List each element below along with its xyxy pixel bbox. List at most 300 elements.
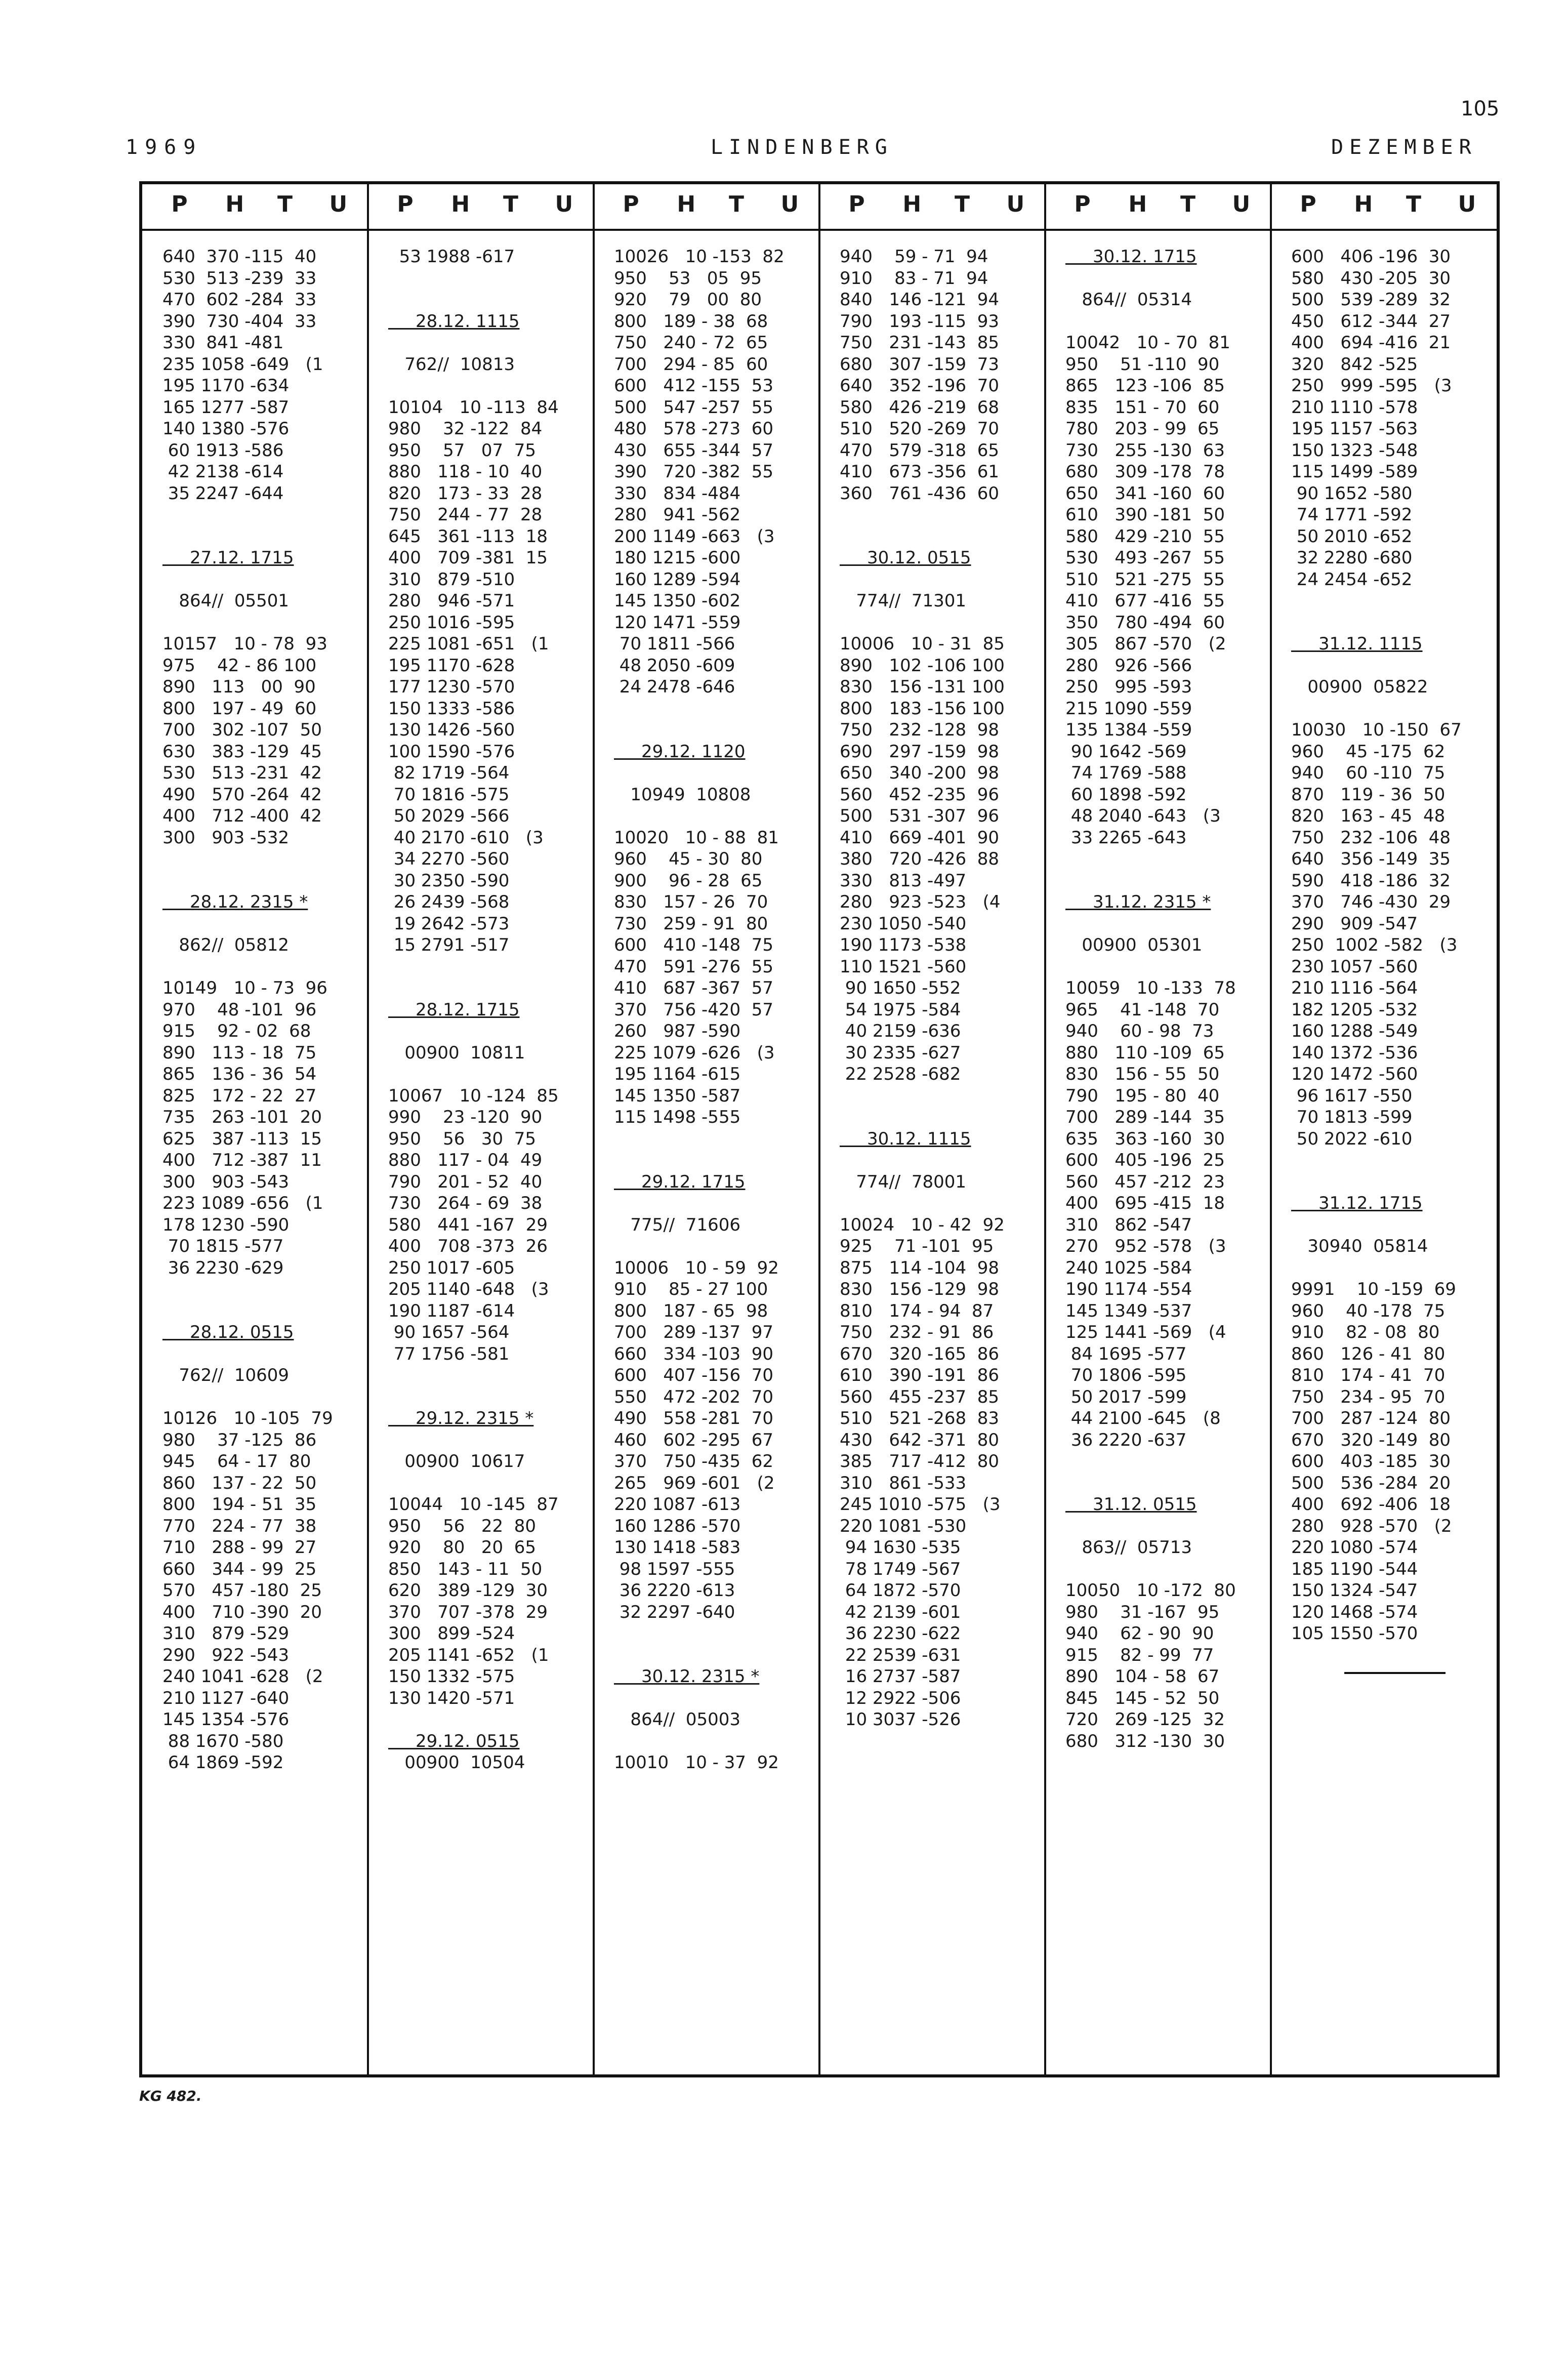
table-row: 50 2029 -566 xyxy=(388,806,510,826)
table-row xyxy=(614,1623,785,1645)
column-header-h: H xyxy=(225,191,244,217)
table-row: 400 710 -390 20 xyxy=(162,1602,322,1622)
table-row: 560 452 -235 96 xyxy=(840,784,1000,805)
table-row xyxy=(162,1386,333,1408)
table-row: 960 45 - 30 80 xyxy=(614,849,763,869)
table-row: 600 403 -185 30 xyxy=(1291,1451,1451,1472)
table-row: 980 37 -125 86 xyxy=(162,1430,317,1450)
table-row: 330 813 -497 xyxy=(840,870,967,891)
table-row: 450 612 -344 27 xyxy=(1291,311,1451,332)
ascent-date: 28.12. 1115 xyxy=(388,311,520,332)
table-row: 240 1025 -584 xyxy=(1065,1257,1192,1278)
table-row: 48 2040 -643 (3 xyxy=(1065,806,1221,826)
column-header-t: T xyxy=(503,191,518,217)
ascent-date: 31.12. 1715 xyxy=(1291,1193,1423,1213)
table-row: 10030 10 -150 67 xyxy=(1291,720,1462,740)
table-row: 94 1630 -535 xyxy=(840,1537,961,1558)
table-row: 145 1350 -587 xyxy=(614,1085,741,1106)
table-row: 220 1087 -613 xyxy=(614,1494,741,1515)
table-row: 12 2922 -506 xyxy=(840,1688,961,1708)
table-row: 32 2280 -680 xyxy=(1291,548,1413,568)
table-row: 510 520 -269 70 xyxy=(840,419,1000,439)
table-row: 730 264 - 69 38 xyxy=(388,1193,543,1213)
table-row xyxy=(840,612,1005,634)
table-row: 220 1080 -574 xyxy=(1291,1537,1418,1558)
table-row: 915 92 - 02 68 xyxy=(162,1021,311,1041)
table-row xyxy=(162,848,333,870)
table-row: 145 1350 -602 xyxy=(614,591,741,611)
table-row: 910 83 - 71 94 xyxy=(840,268,988,289)
table-row: 975 42 - 86 100 xyxy=(162,655,317,676)
table-row: 530 513 -231 42 xyxy=(162,763,322,783)
table-row: 74 1769 -588 xyxy=(1065,763,1187,783)
table-row: 980 31 -167 95 xyxy=(1065,1602,1220,1622)
table-row: 480 578 -273 60 xyxy=(614,419,774,439)
table-row: 330 834 -484 xyxy=(614,483,741,504)
ascent-code: 00900 05822 xyxy=(1291,677,1428,697)
table-row: 42 2139 -601 xyxy=(840,1602,961,1622)
table-row xyxy=(614,1236,785,1257)
table-row: 305 867 -570 (2 xyxy=(1065,634,1226,654)
table-row: 700 289 -144 35 xyxy=(1065,1107,1225,1127)
table-row: 36 2220 -613 xyxy=(614,1580,735,1601)
table-row: 490 570 -264 42 xyxy=(162,784,322,805)
column-header-t: T xyxy=(954,191,970,217)
table-row: 220 1081 -530 xyxy=(840,1516,967,1536)
table-row: 130 1426 -560 xyxy=(388,720,515,740)
table-row: 130 1420 -571 xyxy=(388,1688,515,1708)
table-row xyxy=(1291,1257,1462,1279)
table-row: 96 1617 -550 xyxy=(1291,1085,1413,1106)
ascent-date: 31.12. 1115 xyxy=(1291,634,1423,654)
ascent-code: 863// 05713 xyxy=(1065,1537,1192,1558)
table-row: 205 1140 -648 (3 xyxy=(388,1279,549,1299)
table-row: 800 194 - 51 35 xyxy=(162,1494,317,1515)
table-row: 620 389 -129 30 xyxy=(388,1580,548,1601)
table-row: 950 53 05 95 xyxy=(614,268,762,289)
table-row xyxy=(388,268,559,290)
table-row: 865 123 -106 85 xyxy=(1065,376,1225,396)
year-label: 1969 xyxy=(126,136,203,159)
table-row: 40 2159 -636 xyxy=(840,1021,961,1041)
table-row: 120 1471 -559 xyxy=(614,612,741,633)
table-row: 625 387 -113 15 xyxy=(162,1128,322,1149)
table-row: 64 1872 -570 xyxy=(840,1580,961,1601)
table-row: 53 1988 -617 xyxy=(388,247,515,267)
table-row: 700 302 -107 50 xyxy=(162,720,322,740)
table-row: 470 591 -276 55 xyxy=(614,956,774,977)
data-lines xyxy=(388,246,559,1774)
table-row xyxy=(388,289,559,311)
table-row: 165 1277 -587 xyxy=(162,397,290,418)
table-row xyxy=(162,526,333,548)
table-row: 290 909 -547 xyxy=(1291,913,1418,934)
table-row: 195 1170 -634 xyxy=(162,376,290,396)
table-row: 750 234 - 95 70 xyxy=(1291,1386,1446,1407)
ascent-date: 29.12. 2315 * xyxy=(388,1408,534,1429)
table-row xyxy=(388,1709,559,1731)
table-row: 915 82 - 99 77 xyxy=(1065,1645,1214,1665)
table-row: 145 1349 -537 xyxy=(1065,1300,1192,1321)
table-row: 500 531 -307 96 xyxy=(840,806,1000,826)
table-row: 500 547 -257 55 xyxy=(614,397,774,418)
table-row: 890 113 00 90 xyxy=(162,677,316,697)
column-header-u: U xyxy=(1232,191,1251,217)
ascent-date: 29.12. 0515 xyxy=(388,1731,520,1751)
ascent-code: 30940 05814 xyxy=(1291,1236,1428,1256)
table-row: 700 294 - 85 60 xyxy=(614,354,768,375)
table-row: 400 695 -415 18 xyxy=(1065,1193,1225,1213)
table-row: 830 157 - 26 70 xyxy=(614,892,768,912)
table-row: 400 712 -400 42 xyxy=(162,806,322,826)
table-row: 135 1384 -559 xyxy=(1065,720,1192,740)
table-row: 74 1771 -592 xyxy=(1291,505,1413,525)
table-row: 500 539 -289 32 xyxy=(1291,290,1451,310)
ascent-code: 864// 05501 xyxy=(162,591,290,611)
table-row: 44 2100 -645 (8 xyxy=(1065,1408,1221,1429)
table-row: 875 114 -104 98 xyxy=(840,1257,1000,1278)
table-row: 160 1286 -570 xyxy=(614,1516,741,1536)
table-row: 16 2737 -587 xyxy=(840,1666,961,1687)
table-row xyxy=(162,569,333,591)
table-row: 110 1521 -560 xyxy=(840,956,967,977)
ascent-code: 00900 10504 xyxy=(388,1752,525,1773)
table-row: 390 730 -404 33 xyxy=(162,311,317,332)
column-separator xyxy=(1044,184,1046,2074)
table-row: 90 1642 -569 xyxy=(1065,741,1187,762)
table-row: 370 756 -420 57 xyxy=(614,999,774,1020)
table-row: 560 455 -237 85 xyxy=(840,1386,1000,1407)
month-label: DEZEMBER xyxy=(1331,136,1477,159)
table-row: 10026 10 -153 82 xyxy=(614,247,785,267)
table-row: 310 862 -547 xyxy=(1065,1214,1192,1235)
table-row: 10067 10 -124 85 xyxy=(388,1085,559,1106)
table-row: 570 457 -180 25 xyxy=(162,1580,322,1601)
table-row: 750 231 -143 85 xyxy=(840,333,1000,353)
table-row: 250 1002 -582 (3 xyxy=(1291,935,1458,955)
table-row: 205 1141 -652 (1 xyxy=(388,1645,549,1665)
table-row: 10059 10 -133 78 xyxy=(1065,978,1236,998)
column-header-u: U xyxy=(555,191,573,217)
table-row: 215 1090 -559 xyxy=(1065,698,1192,719)
table-row xyxy=(1291,655,1462,677)
table-row: 15 2791 -517 xyxy=(388,935,510,955)
table-row: 835 151 - 70 60 xyxy=(1065,397,1220,418)
table-row: 430 655 -344 57 xyxy=(614,440,774,461)
table-row: 680 312 -130 30 xyxy=(1065,1731,1225,1751)
table-row: 670 320 -149 80 xyxy=(1291,1430,1451,1450)
table-row xyxy=(840,1193,1005,1214)
table-row: 9991 10 -159 69 xyxy=(1291,1279,1456,1299)
table-row xyxy=(162,1300,333,1322)
table-row xyxy=(614,1645,785,1666)
table-row: 370 750 -435 62 xyxy=(614,1451,774,1472)
table-row: 10126 10 -105 79 xyxy=(162,1408,333,1429)
table-row: 10020 10 - 88 81 xyxy=(614,827,779,848)
table-row: 890 104 - 58 67 xyxy=(1065,1666,1220,1687)
table-row: 810 174 - 41 70 xyxy=(1291,1365,1446,1385)
table-row: 510 521 -275 55 xyxy=(1065,569,1225,590)
data-lines xyxy=(162,246,333,1774)
ascent-date: 30.12. 1715 xyxy=(1065,247,1197,267)
table-row: 70 1815 -577 xyxy=(162,1236,284,1256)
table-row: 400 694 -416 21 xyxy=(1291,333,1451,353)
table-row: 645 361 -113 18 xyxy=(388,526,548,547)
table-row: 580 441 -167 29 xyxy=(388,1214,548,1235)
table-row: 90 1652 -580 xyxy=(1291,483,1413,504)
table-row: 10 3037 -526 xyxy=(840,1709,961,1730)
table-row: 280 928 -570 (2 xyxy=(1291,1516,1452,1536)
table-row xyxy=(1065,870,1236,892)
table-row: 280 926 -566 xyxy=(1065,655,1192,676)
table-row: 115 1498 -555 xyxy=(614,1107,741,1127)
table-row: 940 59 - 71 94 xyxy=(840,247,988,267)
table-row: 50 2017 -599 xyxy=(1065,1386,1187,1407)
table-row: 10050 10 -172 80 xyxy=(1065,1580,1236,1601)
table-row: 900 96 - 28 65 xyxy=(614,870,763,891)
table-row: 500 536 -284 20 xyxy=(1291,1473,1451,1493)
table-row: 850 143 - 11 50 xyxy=(388,1559,543,1579)
table-row: 22 2539 -631 xyxy=(840,1645,961,1665)
table-row xyxy=(840,504,1005,526)
ascent-date: 30.12. 2315 * xyxy=(614,1666,760,1687)
column-header-p: P xyxy=(171,191,188,217)
table-row xyxy=(1065,956,1236,978)
table-row: 610 390 -191 86 xyxy=(840,1365,1000,1385)
table-row: 280 941 -562 xyxy=(614,505,741,525)
table-row: 300 899 -524 xyxy=(388,1623,515,1644)
table-row: 790 195 - 80 40 xyxy=(1065,1085,1220,1106)
table-row: 750 232 - 91 86 xyxy=(840,1322,994,1342)
table-row: 600 405 -196 25 xyxy=(1065,1150,1225,1170)
table-row: 10149 10 - 73 96 xyxy=(162,978,327,998)
table-row: 177 1230 -570 xyxy=(388,677,515,697)
table-row: 385 717 -412 80 xyxy=(840,1451,1000,1472)
column-header-t: T xyxy=(1406,191,1421,217)
table-row: 410 677 -416 55 xyxy=(1065,591,1225,611)
table-row: 36 2230 -622 xyxy=(840,1623,961,1644)
ascent-date: 31.12. 2315 * xyxy=(1065,892,1211,912)
data-lines xyxy=(1065,246,1236,1752)
table-row: 250 999 -595 (3 xyxy=(1291,376,1452,396)
column-header-u: U xyxy=(329,191,348,217)
table-row: 10044 10 -145 87 xyxy=(388,1494,559,1515)
table-row: 430 642 -371 80 xyxy=(840,1430,1000,1450)
table-row: 90 1650 -552 xyxy=(840,978,961,998)
table-row: 830 156 -131 100 xyxy=(840,677,1005,697)
table-row: 210 1116 -564 xyxy=(1291,978,1418,998)
table-row: 840 146 -121 94 xyxy=(840,290,1000,310)
table-row xyxy=(388,1430,559,1451)
table-row: 10006 10 - 59 92 xyxy=(614,1257,779,1278)
table-row xyxy=(1065,1451,1236,1473)
table-row: 230 1057 -560 xyxy=(1291,956,1418,977)
table-row xyxy=(1065,268,1236,290)
table-row: 310 861 -533 xyxy=(840,1473,967,1493)
table-row: 560 457 -212 23 xyxy=(1065,1171,1225,1192)
table-row: 950 51 -110 90 xyxy=(1065,354,1220,375)
table-row: 185 1190 -544 xyxy=(1291,1559,1418,1579)
column-header-h: H xyxy=(902,191,922,217)
table-row: 600 410 -148 75 xyxy=(614,935,774,955)
table-row: 530 513 -239 33 xyxy=(162,268,317,289)
table-row: 150 1324 -547 xyxy=(1291,1580,1418,1601)
column-separator xyxy=(367,184,369,2074)
table-row: 380 720 -426 88 xyxy=(840,849,1000,869)
table-row: 70 1806 -595 xyxy=(1065,1365,1187,1385)
table-row: 730 259 - 91 80 xyxy=(614,913,768,934)
table-row xyxy=(614,762,785,784)
table-row: 140 1380 -576 xyxy=(162,419,290,439)
table-row: 700 289 -137 97 xyxy=(614,1322,774,1342)
ascent-date: 30.12. 0515 xyxy=(840,548,971,568)
table-row: 120 1468 -574 xyxy=(1291,1602,1418,1622)
table-row: 845 145 - 52 50 xyxy=(1065,1688,1220,1708)
table-row: 730 255 -130 63 xyxy=(1065,440,1225,461)
ascent-date: 29.12. 1120 xyxy=(614,741,746,762)
ascent-code: 762// 10609 xyxy=(162,1365,290,1385)
table-row: 30 2335 -627 xyxy=(840,1042,961,1063)
table-row: 210 1127 -640 xyxy=(162,1688,290,1708)
table-row xyxy=(388,1064,559,1085)
table-row: 610 390 -181 50 xyxy=(1065,505,1225,525)
table-row: 32 2297 -640 xyxy=(614,1602,735,1622)
ascent-code: 00900 10617 xyxy=(388,1451,525,1472)
table-row: 510 521 -268 83 xyxy=(840,1408,1000,1429)
table-row: 10104 10 -113 84 xyxy=(388,397,559,418)
table-row xyxy=(162,1279,333,1300)
table-row: 910 82 - 08 80 xyxy=(1291,1322,1440,1342)
table-row: 24 2478 -646 xyxy=(614,677,735,697)
table-row xyxy=(162,1343,333,1365)
column-header-h: H xyxy=(1354,191,1373,217)
table-row: 780 203 - 99 65 xyxy=(1065,419,1220,439)
table-row: 50 2022 -610 xyxy=(1291,1128,1413,1149)
column-separator xyxy=(818,184,820,2074)
table-row xyxy=(162,612,333,634)
table-row: 470 579 -318 65 xyxy=(840,440,1000,461)
table-row: 160 1288 -549 xyxy=(1291,1021,1418,1041)
table-row: 950 57 07 75 xyxy=(388,440,536,461)
table-row: 630 383 -129 45 xyxy=(162,741,322,762)
column-header-p: P xyxy=(1300,191,1316,217)
form-id: KG 482. xyxy=(139,2088,202,2104)
table-row xyxy=(614,1731,785,1752)
table-row: 178 1230 -590 xyxy=(162,1214,290,1235)
table-row: 100 1590 -576 xyxy=(388,741,515,762)
data-lines xyxy=(614,246,785,1774)
table-row: 78 1749 -567 xyxy=(840,1559,961,1579)
table-row: 30 2350 -590 xyxy=(388,870,510,891)
ascent-date: 28.12. 2315 * xyxy=(162,892,308,912)
table-row: 960 40 -178 75 xyxy=(1291,1300,1446,1321)
table-row: 300 903 -532 xyxy=(162,827,290,848)
table-row: 10157 10 - 78 93 xyxy=(162,634,327,654)
table-row: 180 1215 -600 xyxy=(614,548,741,568)
ascent-date: 31.12. 0515 xyxy=(1065,1494,1197,1515)
table-row xyxy=(840,526,1005,548)
table-row: 140 1372 -536 xyxy=(1291,1042,1418,1063)
end-rule xyxy=(1344,1672,1446,1674)
table-row: 925 71 -101 95 xyxy=(840,1236,994,1256)
table-row xyxy=(388,1386,559,1408)
table-row xyxy=(388,1473,559,1494)
table-row: 70 1811 -566 xyxy=(614,634,735,654)
table-row: 750 240 - 72 65 xyxy=(614,333,768,353)
table-row: 820 173 - 33 28 xyxy=(388,483,543,504)
ascent-code: 00900 05301 xyxy=(1065,935,1203,955)
table-row xyxy=(1291,1150,1462,1171)
table-row: 245 1010 -575 (3 xyxy=(840,1494,1001,1515)
table-row: 350 780 -494 60 xyxy=(1065,612,1225,633)
column-header-t: T xyxy=(277,191,293,217)
column-separator xyxy=(593,184,595,2074)
table-row: 280 946 -571 xyxy=(388,591,515,611)
table-row: 35 2247 -644 xyxy=(162,483,284,504)
table-row: 650 341 -160 60 xyxy=(1065,483,1225,504)
table-row: 48 2050 -609 xyxy=(614,655,735,676)
table-row: 530 493 -267 55 xyxy=(1065,548,1225,568)
table-row: 36 2230 -629 xyxy=(162,1257,284,1278)
table-row: 640 356 -149 35 xyxy=(1291,849,1451,869)
table-row: 825 172 - 22 27 xyxy=(162,1085,317,1106)
table-row: 105 1550 -570 xyxy=(1291,1623,1418,1644)
table-row xyxy=(1291,698,1462,720)
column-header-p: P xyxy=(848,191,865,217)
ascent-code: 864// 05314 xyxy=(1065,290,1192,310)
table-row: 660 344 - 99 25 xyxy=(162,1559,317,1579)
table-row: 470 602 -284 33 xyxy=(162,290,317,310)
table-row: 60 1898 -592 xyxy=(1065,784,1187,805)
table-row: 830 156 -129 98 xyxy=(840,1279,1000,1299)
table-row: 700 287 -124 80 xyxy=(1291,1408,1451,1429)
column-header-u: U xyxy=(780,191,799,217)
table-row: 830 156 - 55 50 xyxy=(1065,1064,1220,1084)
table-row: 680 307 -159 73 xyxy=(840,354,1000,375)
table-row: 10010 10 - 37 92 xyxy=(614,1752,779,1773)
table-row: 400 712 -387 11 xyxy=(162,1150,322,1170)
table-row: 370 707 -378 29 xyxy=(388,1602,548,1622)
table-row: 200 1149 -663 (3 xyxy=(614,526,775,547)
ascent-date: 30.12. 1115 xyxy=(840,1128,971,1149)
table-row xyxy=(388,1021,559,1042)
table-row: 970 48 -101 96 xyxy=(162,999,317,1020)
table-row: 400 709 -381 15 xyxy=(388,548,548,568)
table-row: 250 1016 -595 xyxy=(388,612,515,633)
table-row: 130 1418 -583 xyxy=(614,1537,741,1558)
table-row xyxy=(614,698,785,720)
table-row xyxy=(162,913,333,935)
table-row: 735 263 -101 20 xyxy=(162,1107,322,1127)
table-row: 920 80 20 65 xyxy=(388,1537,536,1558)
table-row: 960 45 -175 62 xyxy=(1291,741,1446,762)
table-row: 150 1333 -586 xyxy=(388,698,515,719)
table-row: 800 197 - 49 60 xyxy=(162,698,317,719)
column-header-u: U xyxy=(1006,191,1025,217)
table-row: 270 952 -578 (3 xyxy=(1065,1236,1226,1256)
table-row xyxy=(1291,1171,1462,1193)
table-row: 54 1975 -584 xyxy=(840,999,961,1020)
sounding-table xyxy=(139,181,1500,2077)
table-row: 410 669 -401 90 xyxy=(840,827,1000,848)
ascent-date: 27.12. 1715 xyxy=(162,548,294,568)
table-row: 230 1050 -540 xyxy=(840,913,967,934)
table-row xyxy=(840,1085,1005,1107)
ascent-code: 864// 05003 xyxy=(614,1709,741,1730)
table-row xyxy=(614,805,785,827)
table-row: 750 232 -128 98 xyxy=(840,720,1000,740)
table-row: 50 2010 -652 xyxy=(1291,526,1413,547)
